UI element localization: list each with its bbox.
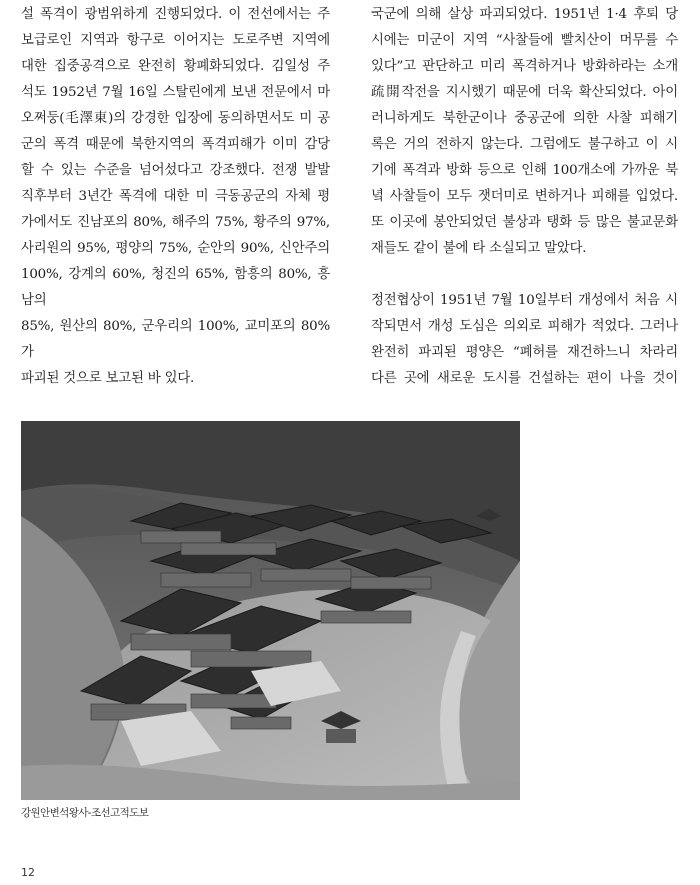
text-line: 오쩌둥(毛澤東)의 강경한 입장에 동의하면서도 미 공 — [21, 111, 330, 126]
page-number: 12 — [21, 866, 35, 879]
text-line: 85%, 원산의 80%, 군우리의 100%, 교미포의 80%가 — [21, 319, 330, 360]
text-line: 있다”고 판단하고 미리 폭격하거나 방화하라는 소개 — [371, 59, 678, 74]
text-line: 다른 곳에 새로운 도시를 건설하는 편이 나을 것이 — [371, 371, 678, 386]
text-line: 군의 폭격 때문에 북한지역의 폭격피해가 이미 감당 — [21, 137, 330, 152]
paragraph-gap — [21, 392, 330, 418]
text-line: 석도 1952년 7월 16일 스탈린에게 보낸 전문에서 마 — [21, 85, 330, 100]
photo-caption: 강원안변석왕사-조선고적도보 — [21, 807, 149, 819]
left-paragraph-1 — [21, 2, 330, 366]
temple-photo-illustration — [21, 421, 520, 800]
right-paragraph-2 — [371, 288, 678, 392]
text-line: 기에 폭격과 방화 등으로 인해 100개소에 가까운 북 — [371, 163, 678, 178]
text-line: 가에서도 진남포의 80%, 해주의 75%, 황주의 97%, — [21, 215, 330, 230]
text-line: 정전협상이 1951년 7월 10일부터 개성에서 처음 시 — [371, 293, 678, 308]
text-line: 疏開작전을 지시했기 때문에 더욱 확산되었다. 아이 — [371, 85, 678, 100]
text-line: 보급로인 지역과 항구로 이어지는 도로주변 지역에 — [21, 33, 330, 48]
text-line: 대한 집중공격으로 완전히 황폐화되었다. 김일성 주 — [21, 59, 330, 74]
text-line: 재들도 같이 불에 타 소실되고 말았다. — [371, 241, 587, 256]
text-line: 사리원의 95%, 평양의 75%, 순안의 90%, 신안주의 — [21, 241, 330, 256]
text-line: 100%, 강계의 60%, 청진의 65%, 함흥의 80%, 흥남의 — [21, 267, 330, 308]
text-line: 직후부터 3년간 폭격에 대한 미 극동공군의 자체 평 — [21, 189, 330, 204]
right-text-column — [371, 2, 678, 392]
right-paragraph-1 — [371, 2, 678, 236]
text-line: 또 이곳에 봉안되었던 불상과 탱화 등 많은 불교문화 — [371, 215, 678, 230]
text-line: 완전히 파괴된 평양은 “폐허를 재건하느니 차라리 — [371, 345, 678, 360]
text-line: 할 수 있는 수준을 넘어섰다고 강조했다. 전쟁 발발 — [21, 163, 330, 178]
text-line: 작되면서 개성 도심은 의외로 피해가 적었다. 그러나 — [371, 319, 678, 334]
left-text-column — [21, 2, 330, 444]
text-line: 러니하게도 북한군이나 중공군에 의한 사찰 피해기 — [371, 111, 678, 126]
text-line: 록은 거의 전하지 않는다. 그럼에도 불구하고 이 시 — [371, 137, 678, 152]
paragraph-gap — [371, 262, 678, 288]
text-line: 파괴된 것으로 보고된 바 있다. — [21, 371, 195, 386]
left-paragraph-1-end — [21, 366, 330, 392]
text-line: 녘 사찰들이 모두 잿더미로 변하거나 피해를 입었다. — [371, 189, 678, 204]
text-line: 시에는 미군이 지역 “사찰들에 빨치산이 머무를 수 — [371, 33, 678, 48]
right-paragraph-1-end — [371, 236, 678, 262]
temple-photograph — [21, 421, 520, 800]
text-line: 국군에 의해 살상 파괴되었다. 1951년 1·4 후퇴 당 — [371, 7, 678, 22]
text-line: 설 폭격이 광범위하게 진행되었다. 이 전선에서는 주 — [21, 7, 330, 22]
